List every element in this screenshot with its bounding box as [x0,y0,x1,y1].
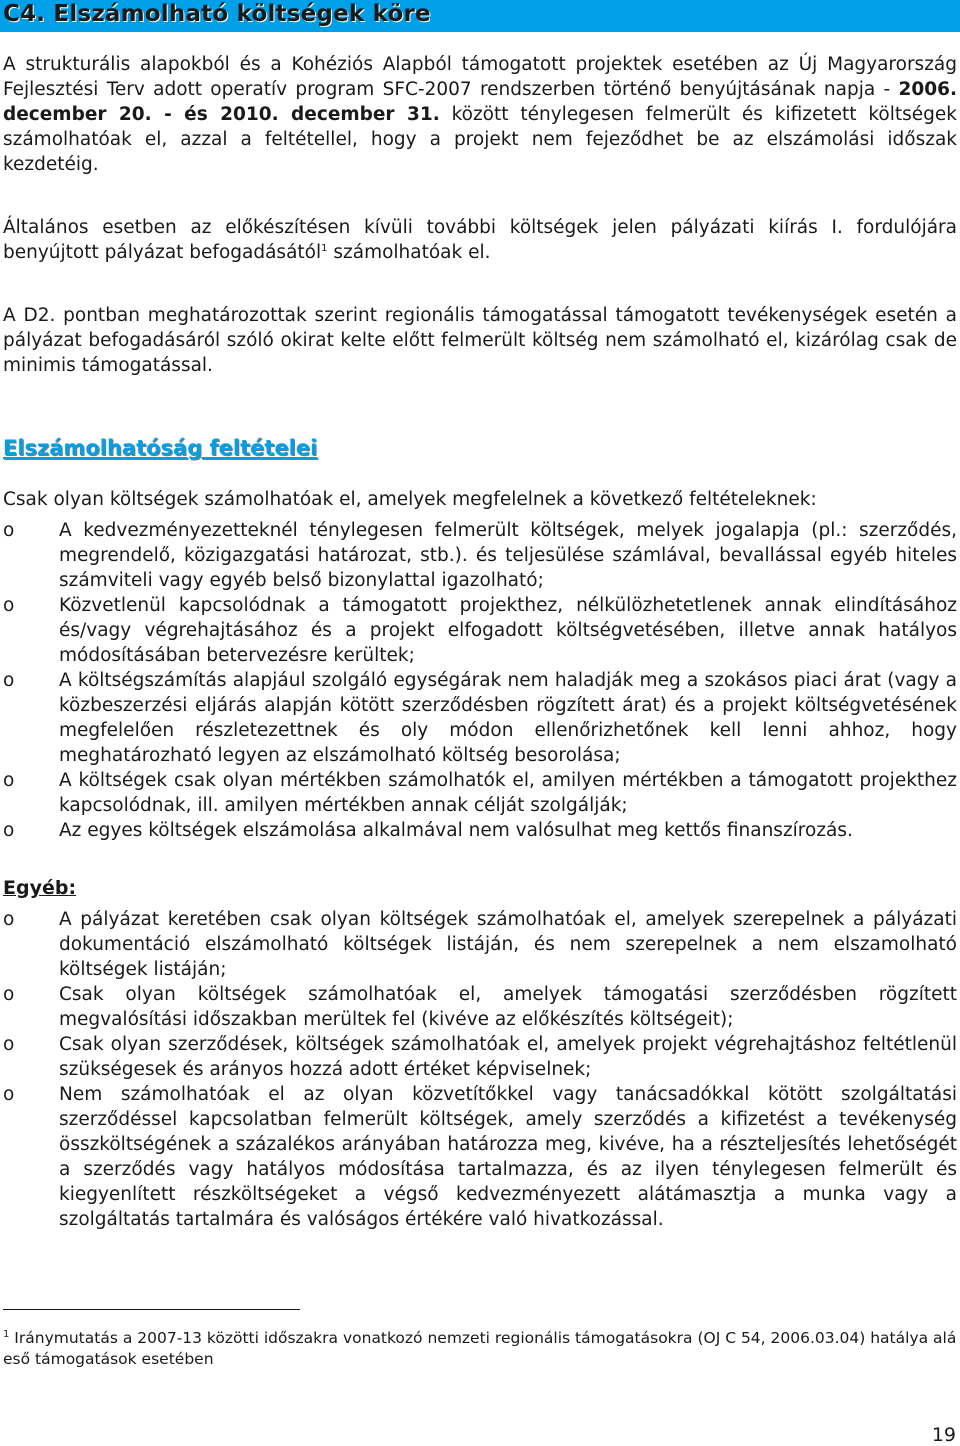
list-item [0,1082,957,1232]
section-heading-bar [0,0,960,32]
subsection-title: Elszámolhatóság feltételei [3,436,318,460]
conditions-list [0,518,960,843]
list-item [0,1032,957,1082]
paragraph-eligibility-period [3,52,957,177]
bullet-icon: o [3,1084,15,1105]
list-item-text: Az egyes költségek elszámolása alkalmával nem valósulhat meg kettős finanszírozás. [59,820,853,841]
list-item [0,818,957,843]
list-item-text: A kedvezményezetteknél ténylegesen felmerült költségek, melyek jogalapja (pl.: szerződés, megrendelő, közigazgatási határozat, stb.). és teljesülése számlával, bevallással egyéb hiteles számviteli vagy egyéb belső bizonylattal igazolható; [59,520,957,591]
section-heading: C4. Elszámolható költségek köre [3,1,431,27]
list-item [0,668,957,768]
other-list [0,907,960,1232]
footnote-text: Iránymutatás a 2007-13 közötti időszakra vonatkozó nemzeti regionális támogatásokra (OJ C 54, 2006.03.04) hatálya alá eső támogatások esetében [3,1329,957,1368]
bullet-icon: o [3,770,15,791]
footnote [3,1328,957,1370]
list-item [0,907,957,982]
bullet-icon: o [3,670,15,691]
footnote-mark: 1 [3,1328,10,1340]
paragraph-text: számolhatóak el. [327,242,491,263]
paragraph-regional-aid: A D2. pontban meghatározottak szerint regionális támogatással támogatott tevékenységek esetén a pályázat befogadásáról szóló okirat kelte előtt felmerült költség nem számolható el, kizárólag csak de minimis támogatással. [3,305,957,376]
bullet-icon: o [3,1034,15,1055]
paragraph-text: között ténylegesen felmerült és kifizetett költségek számolhatóak el, azzal a feltétellel, hogy a projekt nem fejeződhet be az elszámolási időszak kezdetéig. [3,104,957,175]
page-number: 19 [931,1424,956,1446]
paragraph-text: A strukturális alapokból és a Kohéziós Alapból támogatott projektek esetében az Új Magyarország Fejlesztési Terv adott operatív program SFC-2007 rendszerben történő benyújtásának napja - [3,54,957,100]
paragraph-date-range: 2006. december 20. - és 2010. december 31. [3,79,957,125]
list-item-text: Közvetlenül kapcsolódnak a támogatott projekthez, nélkülözhetetlenek annak elindításához és/vagy végrehajtásához és a projekt elfogadott költségvetésében, illetve annak hatályos módosításában betervezésre kerültek; [59,595,957,666]
paragraph-general-case [3,215,957,265]
footnote-divider [3,1309,300,1310]
list-item [0,982,957,1032]
list-item [0,593,957,668]
conditions-intro: Csak olyan költségek számolhatóak el, amelyek megfelelnek a következő feltételeknek: [3,489,817,510]
footnote-reference[interactable]: 1 [321,242,328,254]
bullet-icon: o [3,909,15,930]
bullet-icon: o [3,820,15,841]
other-title: Egyéb: [3,877,77,899]
bullet-icon: o [3,520,15,541]
bullet-icon: o [3,595,15,616]
list-item [0,768,957,818]
list-item-text: A pályázat keretében csak olyan költségek számolhatóak el, amelyek szerepelnek a pályázati dokumentáció elszámolható költségek listáján, és nem szerepelnek a nem elszamolható költségek listáján; [59,909,957,980]
paragraph-text: Általános esetben az előkészítésen kívüli további költségek jelen pályázati kiírás I. fordulójára benyújtott pályázat befogadásától [3,217,957,263]
list-item-text: Csak olyan szerződések, költségek számolhatóak el, amelyek projekt végrehajtáshoz feltétlenül szükségesek és arányos hozzá adott értéket képviselnek; [59,1034,957,1080]
list-item [0,518,957,593]
list-item-text: A költségszámítás alapjául szolgáló egységárak nem haladják meg a szokásos piaci árat (vagy a közbeszerzési eljárás alapján kötött szerződésben rögzített árat) és a projekt költségvetésének megfelelően részletezettnek és oly módon ellenőrizhetőnek kell lenni ahhoz, hogy meghatározható legyen az elszámolható költség besorolása; [59,670,957,766]
bullet-icon: o [3,984,15,1005]
list-item-text: Nem számolhatóak el az olyan közvetítőkkel vagy tanácsadókkal kötött szolgáltatási szerződéssel kapcsolatban felmerült költségek, amely szerződés a kifizetést a tevékenység összköltségének a százalékos arányában határozza meg, kivéve, ha a részteljesítés lehetőségét a szerződés vagy hatályos módosítása tartalmazza, és az ilyen ténylegesen felmerült és kiegyenlített részköltségeket a végső kedvezményezett alátámasztja a munka vagy a szolgáltatás tartalmára és valóságos értékére való hivatkozással. [59,1084,957,1230]
list-item-text: A költségek csak olyan mértékben számolhatók el, amilyen mértékben a támogatott projekthez kapcsolódnak, ill. amilyen mértékben annak célját szolgálják; [59,770,957,816]
list-item-text: Csak olyan költségek számolhatóak el, amelyek támogatási szerződésben rögzített megvalósítási időszakban merültek fel (kivéve az előkészítés költségeit); [59,984,957,1030]
